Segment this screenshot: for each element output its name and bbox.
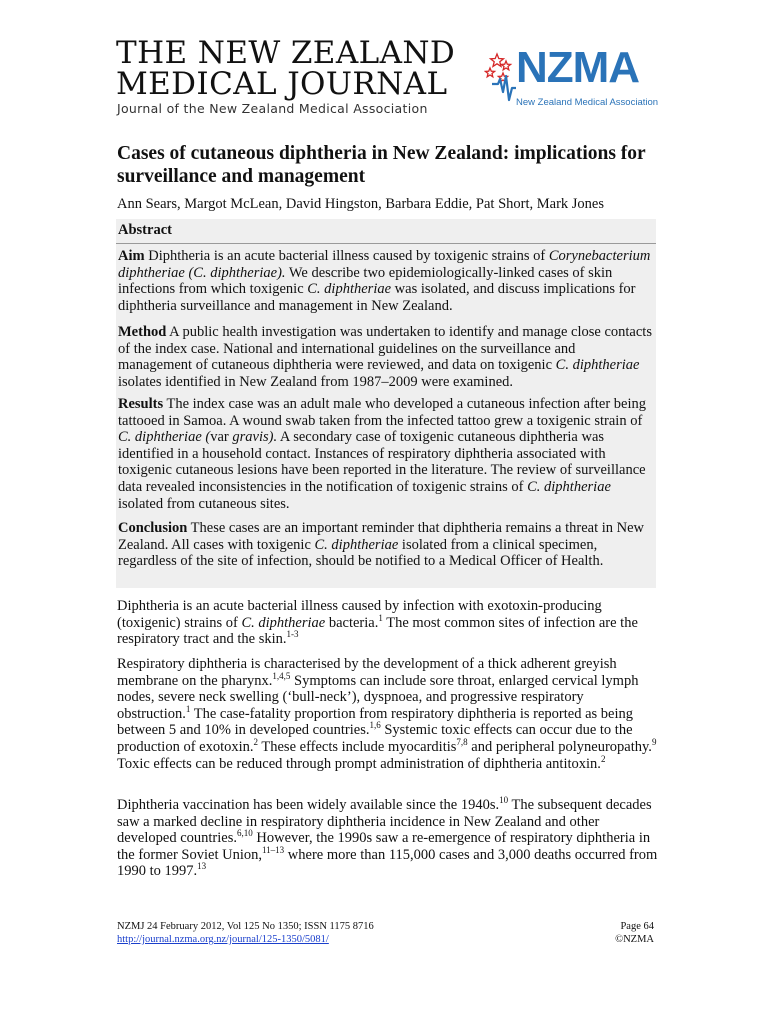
body-text: bacteria. (325, 614, 379, 631)
abstract-aim (118, 248, 653, 314)
aim-text: We describe two epidemiologically-linked cases of skin infections from which toxigenic (118, 264, 613, 298)
body-text: The most common sites of infection are the respiratory tract and the skin. (117, 614, 638, 648)
abstract-results (118, 396, 653, 512)
nzma-logo (484, 43, 664, 112)
reference-superscript: 9 (651, 737, 657, 748)
results-text: A secondary case of toxigenic cutaneous diphtheria was identified in a household contact. Instances of respiratory diphtheria associated with toxigenic cutaneous lesions have been reported in the literature. The review of surveillance data revealed inconsistencies in the notification of toxigenic strains of (118, 429, 646, 495)
journal-title (116, 35, 456, 102)
reference-superscript: 1,6 (369, 720, 381, 731)
logo-subtitle: New Zealand Medical Association (516, 97, 659, 108)
article-title: Cases of cutaneous diphtheria in New Zealand: implications for surveillance and management (117, 143, 646, 187)
method-text: isolates identified in New Zealand from 1987–2009 were examined. (118, 373, 514, 390)
body-text: These effects include myocarditis (258, 738, 457, 755)
body-text: However, the 1990s saw a re-emergence of respiratory diphtheria in the former Soviet Union, (117, 830, 651, 863)
journal-title-line1: THE NEW ZEALAND (116, 35, 456, 71)
conclusion-label: Conclusion (118, 520, 188, 536)
results-text: C. diphtheriae (527, 478, 611, 495)
reference-superscript: 1 (185, 703, 191, 714)
conclusion-text: C. diphtheriae (314, 536, 399, 553)
footer-page-number: Page 64 (620, 921, 654, 932)
results-text: gravis). (232, 429, 278, 446)
aim-text: was isolated, and discuss implications for diphtheria surveillance and management in New Zealand. (118, 281, 636, 314)
body-paragraph-1 (117, 598, 659, 648)
aim-text: Diphtheria is an acute bacterial illness caused by toxigenic strains of (144, 248, 549, 264)
abstract-method (118, 324, 653, 390)
body-text: The subsequent decades saw a marked decline in respiratory diphtheria incidence in New Zealand and other developed countries. (117, 797, 652, 847)
reference-superscript: 13 (197, 861, 207, 872)
conclusion-text: These cases are an important reminder that diphtheria remains a threat in New Zealand. All cases with toxigenic (118, 520, 645, 553)
body-paragraph-3 (117, 797, 659, 880)
reference-superscript: 1-3 (286, 629, 299, 640)
body-text: Systemic toxic effects can occur due to the production of exotoxin. (117, 722, 633, 755)
body-text: Symptoms can include sore throat, enlarged cervical lymph nodes, severe neck swelling (‘bull-neck’), dyspnoea, and progressive respiratory obstruction. (117, 672, 639, 722)
body-text: and peripheral polyneuropathy. (467, 738, 652, 755)
reference-superscript: 11–13 (261, 844, 285, 855)
aim-text: C. diphtheriae (307, 281, 392, 298)
body-text: The case-fatality proportion from respiratory diphtheria is reported as being between 5 and 10% in developed countries. (117, 705, 634, 739)
results-text: isolated from cutaneous sites. (118, 495, 290, 512)
results-text: The index case was an adult male who developed a cutaneous infection after being tattooed in Samoa. A wound swab taken from the infected tattoo grew a toxigenic strain of (118, 396, 647, 429)
journal-subtitle: Journal of the New Zealand Medical Association (117, 101, 428, 116)
reference-superscript: 1,4,5 (272, 670, 291, 681)
reference-superscript: 2 (600, 753, 606, 764)
abstract-conclusion (118, 520, 653, 570)
article-authors: Ann Sears, Margot McLean, David Hingston, Barbara Eddie, Pat Short, Mark Jones (117, 196, 605, 212)
reference-superscript: 2 (253, 737, 259, 748)
method-text: C. diphtheriae (555, 357, 640, 374)
results-label: Results (118, 396, 164, 412)
footer-copyright: ©NZMA (615, 934, 654, 945)
footer-right (615, 920, 654, 946)
body-text: where more than 115,000 cases and 3,000 deaths occurred from 1990 to 1997. (117, 846, 658, 880)
abstract-heading: Abstract (118, 222, 172, 238)
aim-text: Corynebacterium diphtheriae (C. diphtheriae). (118, 248, 651, 281)
reference-superscript: 10 (499, 795, 509, 806)
method-text: A public health investigation was undertaken to identify and manage close contacts of the index case. National and international guidelines on the surveillance and management of cutaneous diphtheria were reviewed, and data on toxigenic (118, 324, 652, 374)
abstract-box (116, 219, 656, 588)
body-text: Respiratory diphtheria is characterised by the development of a thick adherent greyish membrane on the pharynx. (117, 656, 617, 689)
aim-label: Aim (118, 248, 145, 264)
journal-title-line2: MEDICAL JOURNAL (116, 66, 448, 102)
method-label: Method (118, 324, 167, 340)
footer-left (117, 920, 374, 946)
body-text: C. diphtheriae (241, 614, 326, 631)
results-text: var (210, 429, 233, 446)
results-text: C. diphtheriae ( (118, 429, 211, 446)
conclusion-text: isolated from a clinical specimen, regardless of the site of infection, should be notified to a Medical Officer of Health. (118, 536, 604, 570)
footer-article-link[interactable]: http://journal.nzma.org.nz/journal/125-1350/5081/ (117, 934, 329, 945)
reference-superscript: 7,8 (456, 737, 468, 748)
body-paragraph-2 (117, 656, 659, 772)
body-text: Toxic effects can be reduced through prompt administration of diphtheria antitoxin. (117, 755, 601, 772)
abstract-divider (116, 243, 656, 244)
footer-citation: NZMJ 24 February 2012, Vol 125 No 1350; ISSN 1175 8716 (117, 921, 374, 932)
body-text: Diphtheria vaccination has been widely available since the 1940s. (117, 797, 500, 813)
logo-wordmark: NZMA (516, 43, 640, 92)
reference-superscript: 6,10 (237, 828, 253, 839)
body-text: Diphtheria is an acute bacterial illness caused by infection with exotoxin-producing (toxigenic) strains of (117, 598, 602, 631)
reference-superscript: 1 (378, 612, 383, 623)
